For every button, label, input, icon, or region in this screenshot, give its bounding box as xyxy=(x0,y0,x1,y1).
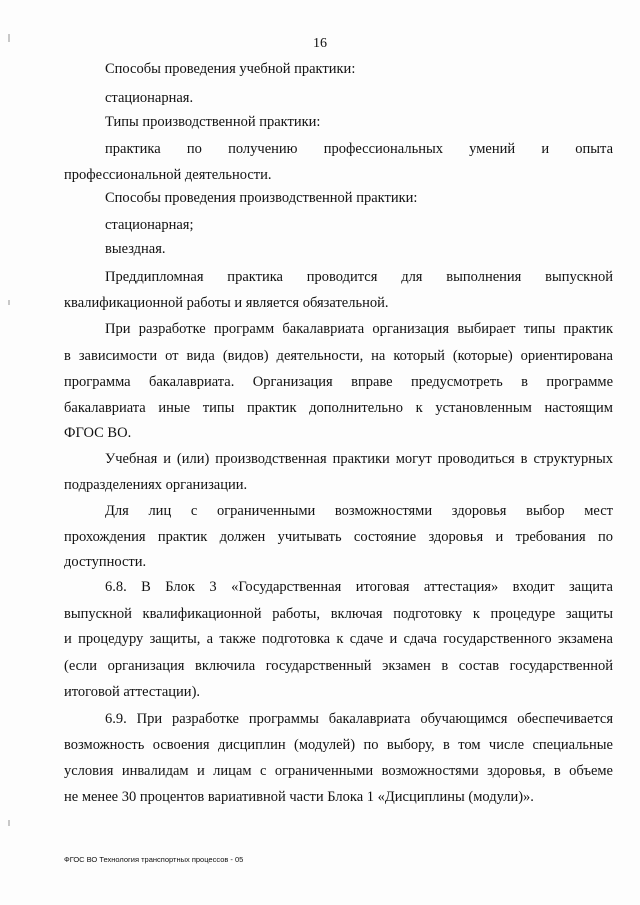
text-line: подразделениях организации. xyxy=(64,477,248,493)
text-line: доступности. xyxy=(64,554,147,570)
text-line: и процедуру защиты, а также подготовка к сдаче и сдача государственного экзамена xyxy=(64,631,613,647)
text-line: программа бакалавриата. Организация вправе предусмотреть в программе xyxy=(64,374,613,390)
text-line: Способы проведения производственной практики: xyxy=(105,190,418,206)
scan-edge-mark xyxy=(8,820,10,826)
text-line: Способы проведения учебной практики: xyxy=(105,61,356,77)
text-line: Типы производственной практики: xyxy=(105,114,321,130)
text-line: условия инвалидам и лицам с ограниченными возможностями здоровья, в объеме xyxy=(64,763,613,779)
page-number: 16 xyxy=(313,36,327,51)
text-line: прохождения практик должен учитывать состояние здоровья и требования по xyxy=(64,529,613,545)
text-line: Для лиц с ограниченными возможностями здоровья выбор мест xyxy=(105,503,613,519)
scan-edge-mark xyxy=(8,300,10,305)
text-line: в зависимости от вида (видов) деятельности, на который (которые) ориентирована xyxy=(64,348,613,364)
text-line: 6.9. При разработке программы бакалавриата обучающимся обеспечивается xyxy=(105,711,613,727)
text-line: ФГОС ВО. xyxy=(64,425,132,441)
text-line: выпускной квалификационной работы, включая подготовку к процедуре защиты xyxy=(64,606,613,622)
text-line: квалификационной работы и является обязательной. xyxy=(64,295,389,311)
text-line: практика по получению профессиональных умений и опыта xyxy=(105,141,613,157)
text-line: 6.8. В Блок 3 «Государственная итоговая аттестация» входит защита xyxy=(105,579,613,595)
text-line: не менее 30 процентов вариативной части Блока 1 «Дисциплины (модули)». xyxy=(64,789,534,805)
text-line: Преддипломная практика проводится для выполнения выпускной xyxy=(105,269,613,285)
text-line: выездная. xyxy=(105,241,166,257)
text-line: При разработке программ бакалавриата организация выбирает типы практик xyxy=(105,321,613,337)
text-line: (если организация включила государственный экзамен в состав государственной xyxy=(64,658,613,674)
text-line: возможность освоения дисциплин (модулей) по выбору, в том числе специальные xyxy=(64,737,613,753)
text-line: Учебная и (или) производственная практики могут проводиться в структурных xyxy=(105,451,613,467)
text-line: бакалавриата иные типы практик дополнительно к установленным настоящим xyxy=(64,400,613,416)
text-line: стационарная; xyxy=(105,217,194,233)
text-line: стационарная. xyxy=(105,90,194,106)
text-line: итоговой аттестации). xyxy=(64,684,201,700)
page-footer: ФГОС ВО Технология транспортных процессов - 05 xyxy=(64,855,244,864)
text-line: профессиональной деятельности. xyxy=(64,167,272,183)
